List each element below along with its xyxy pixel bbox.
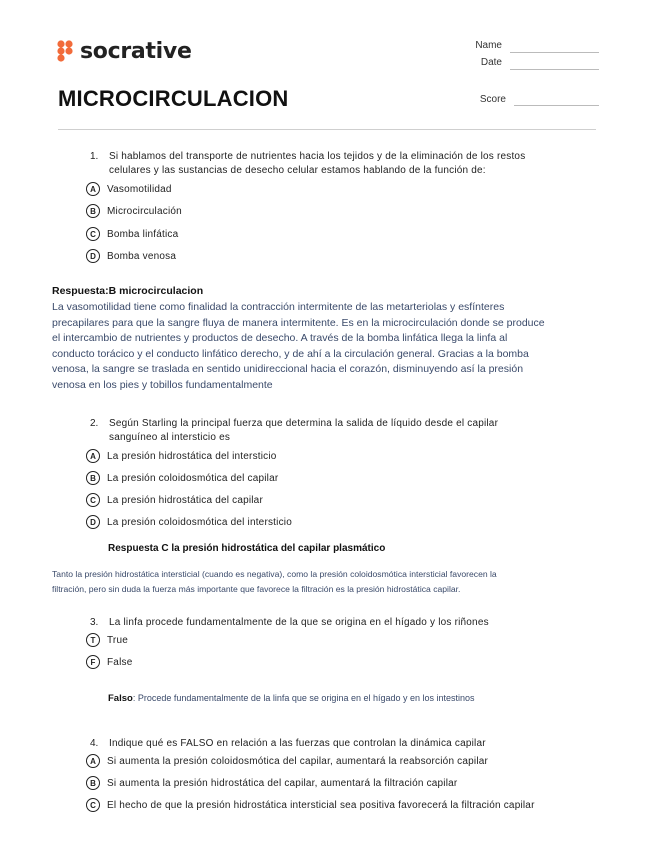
question-text-line: Si hablamos del transporte de nutrientes hacia los tejidos y de la eliminación de los restos: [109, 151, 526, 162]
option-text: Bomba venosa: [107, 250, 177, 262]
question-text-line: Según Starling la principal fuerza que determina la salida de líquido desde el capilar: [109, 418, 499, 429]
option-letter-badge: F: [86, 655, 100, 669]
option-text: Bomba linfática: [107, 228, 179, 240]
date-label: Date: [480, 57, 502, 68]
brand-name: socrative: [80, 38, 192, 64]
option-text: True: [107, 634, 128, 646]
question-text: [109, 150, 609, 178]
explanation-line: Tanto la presión hidrostática intersticial (cuando es negativa), como la presión coloidosmótica intersticial favorecen la: [52, 569, 497, 579]
explanation-line: el intercambio de nutrientes y productos de desecho. A través de la bomba linfática llega la linfa al: [52, 332, 508, 344]
option-text: False: [107, 656, 133, 668]
explanation-line: venosa en los pies y tobillos fundamentalmente: [52, 378, 273, 391]
option-letter-badge: B: [86, 204, 100, 218]
option-a[interactable]: [86, 448, 277, 464]
option-letter-badge: C: [86, 798, 100, 812]
explanation-line: conducto torácico y el conducto linfático derecho, y de ahí a la circulación general. Gracias a la bomba: [52, 347, 529, 360]
answer-heading: Respuesta:B microcirculacion: [52, 285, 204, 297]
option-letter-badge: A: [86, 754, 100, 768]
page-title: MICROCIRCULACION: [58, 86, 289, 111]
option-d[interactable]: [86, 248, 176, 264]
option-text: Si aumenta la presión hidrostática del capilar, aumentará la filtración capilar: [107, 777, 458, 789]
option-letter-badge: T: [86, 633, 100, 647]
option-a[interactable]: [86, 753, 488, 769]
question-number: 1.: [90, 151, 99, 162]
explanation-line: venosa, la sangre se traslada en sentido unidireccional hacia el corazón, disminuyendo así la presión: [52, 363, 524, 375]
option-b[interactable]: [86, 775, 457, 791]
question-text: La linfa procede fundamentalmente de la que se origina en el hígado y los riñones: [109, 617, 489, 628]
option-letter-badge: C: [86, 493, 100, 507]
option-letter-badge: C: [86, 227, 100, 241]
option-letter-badge: A: [86, 182, 100, 196]
option-b[interactable]: [86, 470, 278, 486]
socrative-logo-icon: [56, 40, 76, 62]
explanation-line: precapilares para que la sangre fluya de manera intermitente. Es en la microcirculación donde se produce: [52, 316, 545, 329]
option-b[interactable]: [86, 203, 182, 219]
explanation-line: La vasomotilidad tiene como finalidad la contracción intermitente de las metarteriolas y esfínteres: [52, 301, 505, 313]
option-false[interactable]: [86, 654, 132, 670]
question-text: [109, 417, 609, 445]
answer-line: [108, 693, 475, 704]
header-divider: [58, 129, 596, 130]
option-text: La presión hidrostática del intersticio: [107, 450, 277, 462]
option-d[interactable]: [86, 514, 292, 530]
option-letter-badge: A: [86, 449, 100, 463]
option-text: Vasomotilidad: [107, 183, 172, 195]
score-field-line: [514, 104, 599, 106]
option-letter-badge: B: [86, 471, 100, 485]
date-field-line: [510, 68, 599, 70]
question-text-line: celulares y las sustancias de desecho celular estamos hablando de la función de:: [109, 165, 486, 176]
name-label: Name: [475, 40, 502, 51]
option-a[interactable]: [86, 181, 172, 197]
option-text: Si aumenta la presión coloidosmótica del capilar, aumentará la reabsorción capilar: [107, 755, 489, 767]
option-text: El hecho de que la presión hidrostática intersticial sea positiva favorecerá la filtración capilar: [107, 799, 535, 811]
question-number: 2.: [90, 418, 99, 429]
option-c[interactable]: [86, 797, 535, 813]
option-text: La presión coloidosmótica del capilar: [107, 472, 279, 484]
answer-heading: Respuesta C la presión hidrostática del capilar plasmático: [108, 543, 386, 554]
answer-label: Falso: [108, 693, 133, 704]
option-c[interactable]: [86, 492, 263, 508]
option-true[interactable]: [86, 632, 128, 648]
socrative-logo: [56, 37, 192, 65]
score-label: Score: [479, 94, 506, 105]
option-text: La presión hidrostática del capilar: [107, 494, 263, 506]
question-text-line: sanguíneo al intersticio es: [109, 432, 231, 443]
question-text: Indique qué es FALSO en relación a las fuerzas que controlan la dinámica capilar: [109, 738, 486, 749]
option-letter-badge: D: [86, 515, 100, 529]
option-c[interactable]: [86, 226, 178, 242]
question-number: 4.: [90, 738, 99, 749]
option-text: La presión coloidosmótica del intersticio: [107, 516, 292, 528]
explanation-line: filtración, pero sin duda la fuerza más importante que favorece la filtración es la presión hidrostática capilar.: [52, 584, 461, 594]
answer-explanation: [52, 300, 612, 393]
option-text: Microcirculación: [107, 205, 182, 217]
answer-explanation: [52, 567, 612, 597]
option-letter-badge: B: [86, 776, 100, 790]
option-letter-badge: D: [86, 249, 100, 263]
name-field-line: [510, 51, 599, 53]
answer-explanation: : Procede fundamentalmente de la linfa que se origina en el hígado y en los intestinos: [132, 693, 475, 703]
question-number: 3.: [90, 617, 99, 628]
